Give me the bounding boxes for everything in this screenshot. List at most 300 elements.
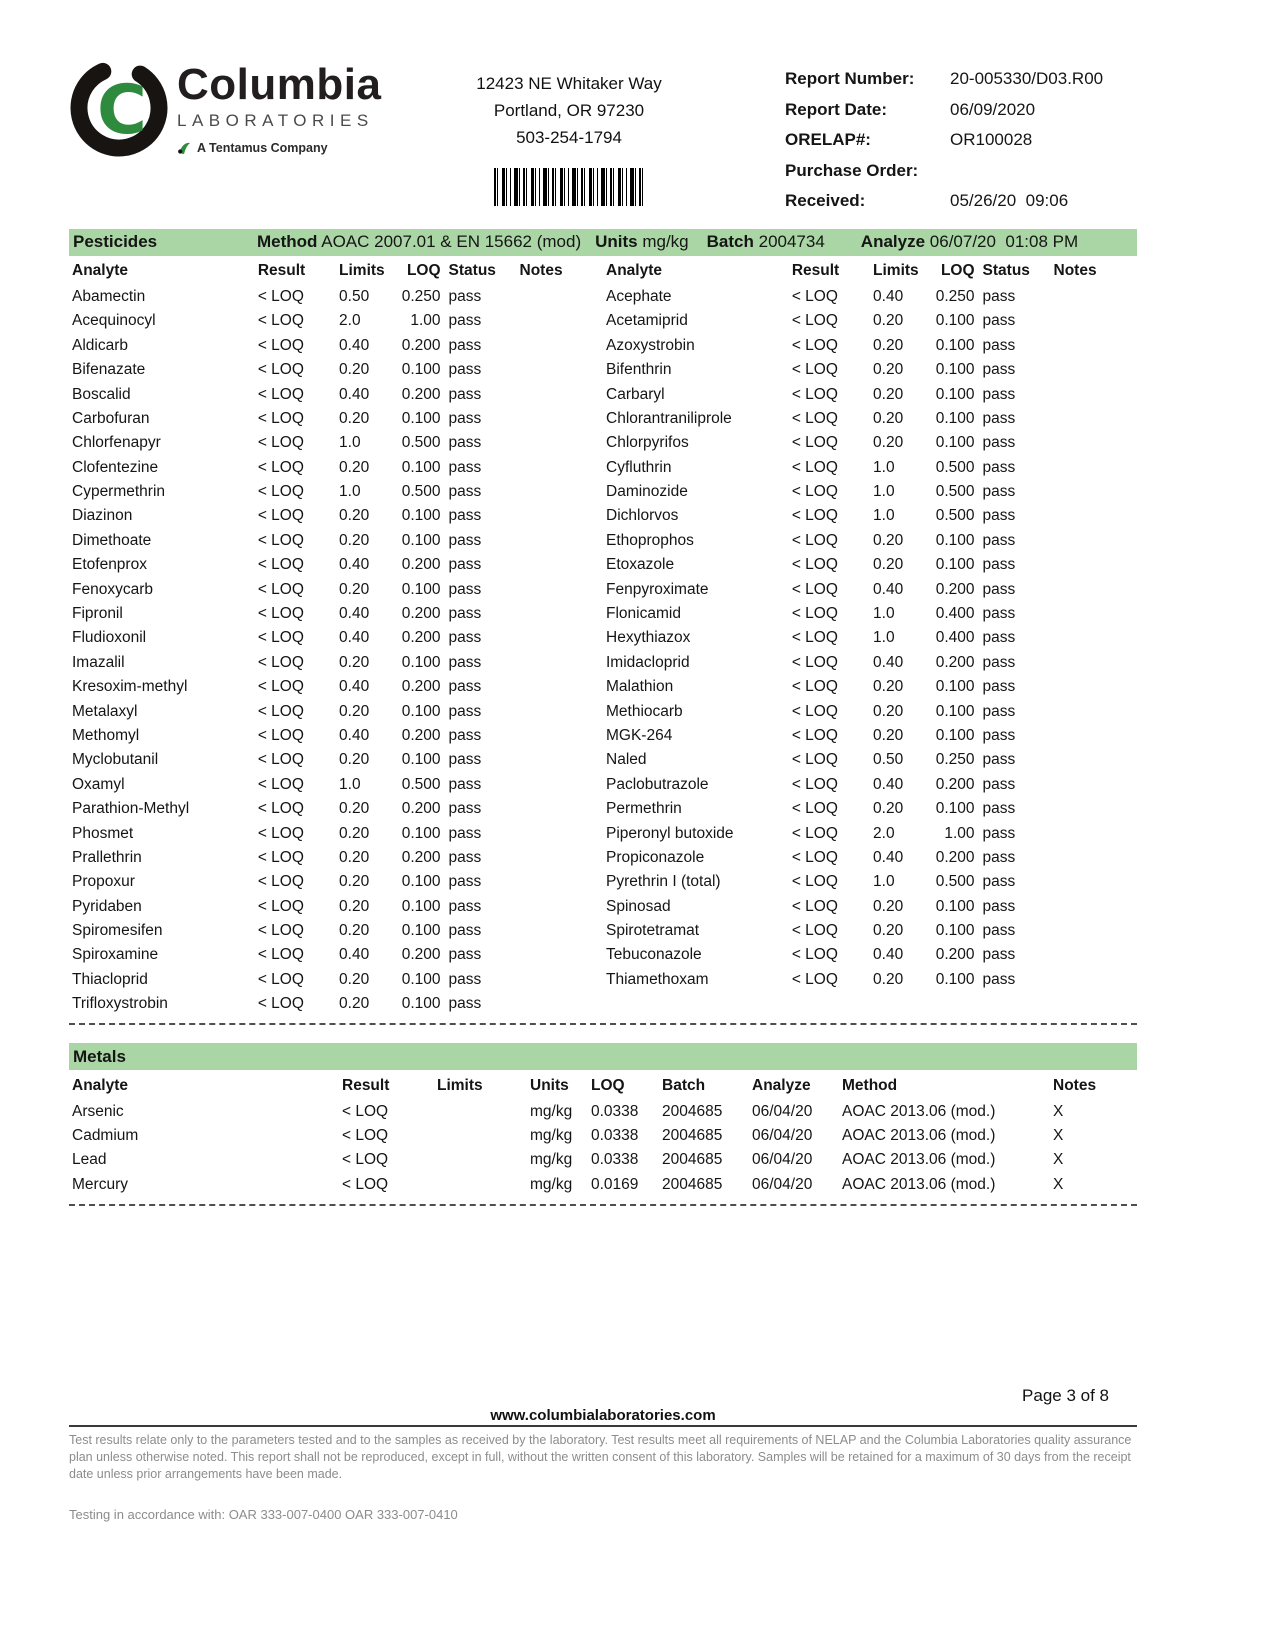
- analyze-label: Analyze: [860, 232, 926, 251]
- notes-cell: [1040, 577, 1138, 601]
- notes-cell: [1040, 285, 1138, 309]
- tentamus-leaf-icon: [177, 140, 192, 155]
- loq-cell: 0.100: [401, 873, 441, 891]
- result-cell: < LOQ: [791, 726, 838, 744]
- analyte-cell: Pyridaben: [72, 897, 142, 915]
- status-cell: pass: [982, 897, 1016, 915]
- notes-cell: [506, 626, 604, 650]
- analyte-cell: Arsenic: [72, 1102, 124, 1120]
- notes-cell: [1040, 699, 1138, 723]
- report-date-label: Report Date:: [785, 99, 888, 119]
- table-row: [69, 894, 603, 918]
- analyte-cell: Chlorfenapyr: [72, 434, 161, 452]
- batch-label: Batch: [706, 232, 754, 251]
- notes-cell: [1040, 870, 1138, 894]
- method-cell: AOAC 2013.06 (mod.): [842, 1102, 996, 1120]
- result-cell: < LOQ: [257, 605, 304, 623]
- notes-cell: [506, 406, 604, 430]
- analyte-cell: Fipronil: [72, 605, 123, 623]
- result-cell: < LOQ: [791, 946, 838, 964]
- notes-cell: [506, 431, 604, 455]
- result-cell: < LOQ: [257, 458, 304, 476]
- status-cell: pass: [982, 605, 1016, 623]
- loq-cell: 0.100: [401, 507, 441, 525]
- notes-cell: [506, 724, 604, 748]
- status-cell: pass: [448, 775, 482, 793]
- table-row: [69, 626, 603, 650]
- status-cell: pass: [982, 385, 1016, 403]
- loq-cell: 0.100: [935, 434, 975, 452]
- notes-cell: [1040, 894, 1138, 918]
- result-cell: < LOQ: [257, 385, 304, 403]
- result-cell: < LOQ: [342, 1102, 389, 1120]
- loq-cell: 0.200: [935, 946, 975, 964]
- loq-cell: 0.100: [935, 726, 975, 744]
- notes-cell: [506, 382, 604, 406]
- pesticides-right-rows: [603, 285, 1137, 992]
- table-row: [69, 406, 603, 430]
- result-cell: < LOQ: [342, 1151, 389, 1169]
- limits-cell: 0.20: [339, 531, 370, 549]
- status-cell: pass: [982, 726, 1016, 744]
- column-header: Analyte: [72, 1076, 128, 1094]
- table-row: [69, 919, 603, 943]
- limits-cell: 0.20: [873, 312, 904, 330]
- status-cell: pass: [448, 483, 482, 501]
- table-row: [69, 602, 603, 626]
- limits-cell: 0.20: [339, 653, 370, 671]
- status-cell: pass: [448, 312, 482, 330]
- analyte-cell: Carbaryl: [606, 385, 665, 403]
- result-cell: < LOQ: [257, 946, 304, 964]
- loq-cell: 0.100: [401, 580, 441, 598]
- column-header: Status: [982, 262, 1030, 280]
- result-cell: < LOQ: [257, 556, 304, 574]
- purchase-order-label: Purchase Order:: [785, 160, 919, 180]
- column-header: Limits: [339, 262, 385, 280]
- status-cell: pass: [448, 726, 482, 744]
- status-cell: pass: [448, 531, 482, 549]
- analyte-cell: Spirotetramat: [606, 922, 700, 940]
- section-separator: [69, 1204, 1137, 1206]
- analyte-cell: Imidacloprid: [606, 653, 690, 671]
- limits-cell: 0.20: [339, 970, 370, 988]
- notes-cell: [1040, 382, 1138, 406]
- result-cell: < LOQ: [791, 824, 838, 842]
- limits-cell: 0.40: [339, 336, 370, 354]
- loq-cell: 0.100: [401, 361, 441, 379]
- column-header: Analyze: [752, 1076, 811, 1094]
- notes-cell: [1040, 845, 1138, 869]
- pesticides-left-rows: [69, 285, 603, 1017]
- notes-cell: [506, 333, 604, 357]
- notes-cell: [506, 992, 604, 1016]
- limits-cell: 0.40: [873, 580, 904, 598]
- status-cell: pass: [982, 458, 1016, 476]
- status-cell: pass: [982, 580, 1016, 598]
- notes-cell: [506, 309, 604, 333]
- analyte-cell: Aldicarb: [72, 336, 128, 354]
- loq-cell: 0.500: [935, 458, 975, 476]
- result-cell: < LOQ: [257, 483, 304, 501]
- report-date-value: 06/09/2020: [950, 99, 1036, 119]
- table-row: [69, 285, 603, 309]
- result-cell: < LOQ: [791, 385, 838, 403]
- batch-value: 2004734: [758, 232, 825, 251]
- column-header: LOQ: [591, 1076, 625, 1094]
- column-header: Result: [791, 262, 840, 280]
- limits-cell: 0.20: [873, 800, 904, 818]
- result-cell: < LOQ: [791, 702, 838, 720]
- table-row: [69, 748, 603, 772]
- loq-cell: 0.200: [401, 848, 441, 866]
- result-cell: < LOQ: [257, 580, 304, 598]
- brand-name: Columbia: [177, 60, 382, 109]
- limits-cell: [437, 1099, 530, 1123]
- analyte-cell: Spinosad: [606, 897, 671, 915]
- units-value: mg/kg: [642, 232, 689, 251]
- limits-cell: 1.0: [339, 434, 361, 452]
- limits-cell: 0.20: [339, 409, 370, 427]
- limits-cell: 0.20: [873, 434, 904, 452]
- pesticides-section-header: [69, 229, 1137, 256]
- table-row: [69, 1148, 1137, 1172]
- result-cell: < LOQ: [342, 1175, 389, 1193]
- report-number-label: Report Number:: [785, 69, 915, 88]
- table-row: [603, 553, 1137, 577]
- loq-cell: 0.100: [401, 897, 441, 915]
- table-row: [603, 455, 1137, 479]
- notes-cell: [1040, 626, 1138, 650]
- column-header: Notes: [1053, 262, 1097, 280]
- loq-cell: 0.100: [935, 678, 975, 696]
- loq-cell: 0.200: [935, 653, 975, 671]
- limits-cell: 1.0: [873, 483, 895, 501]
- notes-cell: [506, 285, 604, 309]
- limits-cell: 0.40: [873, 848, 904, 866]
- analyte-cell: Tebuconazole: [606, 946, 702, 964]
- limits-cell: 0.20: [873, 385, 904, 403]
- status-cell: pass: [448, 702, 482, 720]
- result-cell: < LOQ: [257, 702, 304, 720]
- status-cell: pass: [448, 336, 482, 354]
- status-cell: pass: [982, 483, 1016, 501]
- table-row: [603, 772, 1137, 796]
- batch-cell: 2004685: [662, 1127, 723, 1145]
- result-cell: < LOQ: [791, 897, 838, 915]
- limits-cell: 0.20: [873, 678, 904, 696]
- status-cell: pass: [982, 946, 1016, 964]
- status-cell: pass: [982, 409, 1016, 427]
- loq-cell: 0.100: [401, 995, 441, 1013]
- units-cell: mg/kg: [530, 1102, 573, 1120]
- analyte-cell: Piperonyl butoxide: [606, 824, 734, 842]
- analyte-cell: Dichlorvos: [606, 507, 679, 525]
- table-row: [603, 309, 1137, 333]
- loq-cell: 0.100: [935, 702, 975, 720]
- loq-cell: 0.400: [935, 605, 975, 623]
- notes-cell: X: [1053, 1127, 1064, 1145]
- result-cell: < LOQ: [791, 970, 838, 988]
- notes-cell: [506, 894, 604, 918]
- column-header: Result: [342, 1076, 390, 1094]
- notes-cell: [1040, 821, 1138, 845]
- analyte-cell: Kresoxim-methyl: [72, 678, 188, 696]
- result-cell: < LOQ: [791, 775, 838, 793]
- limits-cell: 0.40: [339, 556, 370, 574]
- analyte-cell: Etoxazole: [606, 556, 675, 574]
- result-cell: < LOQ: [791, 629, 838, 647]
- notes-cell: [1040, 528, 1138, 552]
- table-row: [69, 699, 603, 723]
- status-cell: pass: [448, 922, 482, 940]
- table-row: [603, 528, 1137, 552]
- units-cell: mg/kg: [530, 1175, 573, 1193]
- status-cell: pass: [982, 629, 1016, 647]
- company-logo: [69, 56, 409, 158]
- lab-address: [409, 56, 729, 206]
- analyte-cell: Fenpyroximate: [606, 580, 709, 598]
- loq-cell: 0.100: [401, 824, 441, 842]
- orelap-label: ORELAP#:: [785, 130, 871, 149]
- notes-cell: [1040, 675, 1138, 699]
- loq-cell: 0.100: [401, 653, 441, 671]
- analyte-cell: Imazalil: [72, 653, 125, 671]
- analyte-cell: Etofenprox: [72, 556, 147, 574]
- table-row: [69, 650, 603, 674]
- notes-cell: [506, 455, 604, 479]
- units-cell: mg/kg: [530, 1127, 573, 1145]
- table-row: [69, 480, 603, 504]
- result-cell: < LOQ: [257, 995, 304, 1013]
- loq-cell: 0.500: [401, 434, 441, 452]
- loq-cell: 0.200: [935, 775, 975, 793]
- batch-group: [707, 232, 825, 252]
- analyte-cell: Mercury: [72, 1175, 128, 1193]
- notes-cell: [506, 675, 604, 699]
- loq-cell: 0.100: [935, 361, 975, 379]
- table-row: [69, 992, 603, 1016]
- metals-header-row: [69, 1072, 1137, 1099]
- notes-cell: [1040, 724, 1138, 748]
- result-cell: < LOQ: [791, 873, 838, 891]
- analyze-cell: 06/04/20: [752, 1151, 813, 1169]
- analyte-cell: Clofentezine: [72, 458, 159, 476]
- table-row: [69, 358, 603, 382]
- disclaimer-text: Test results relate only to the parameters tested and to the samples as received by the laboratory. Test results meet all requirements of NELAP and the Columbia Laboratories quality assurance plan unless otherwise noted. This report shall not be reproduced, except in full, without the written consent of this laboratory. Samples will be retained for a maximum of 30 days from the receipt date unless prior arrangements have been made.: [69, 1433, 1132, 1481]
- limits-cell: 1.0: [873, 605, 895, 623]
- loq-cell: 0.100: [401, 531, 441, 549]
- status-cell: pass: [982, 873, 1016, 891]
- pesticides-header-row: [603, 258, 1137, 285]
- loq-cell: 0.500: [401, 483, 441, 501]
- analyte-cell: Pyrethrin I (total): [606, 873, 721, 891]
- table-row: [603, 797, 1137, 821]
- orelap-value: OR100028: [950, 130, 1033, 149]
- table-row: [603, 333, 1137, 357]
- analyte-cell: Acetamiprid: [606, 312, 688, 330]
- limits-cell: 1.0: [339, 775, 361, 793]
- analyte-cell: Phosmet: [72, 824, 134, 842]
- report-info-row: [785, 95, 1103, 126]
- column-header: Notes: [519, 262, 563, 280]
- analyte-cell: Metalaxyl: [72, 702, 138, 720]
- limits-cell: 0.40: [873, 653, 904, 671]
- svg-text:C: C: [97, 71, 147, 150]
- table-row: [603, 577, 1137, 601]
- table-row: [603, 894, 1137, 918]
- loq-cell: 0.200: [401, 946, 441, 964]
- result-cell: < LOQ: [257, 336, 304, 354]
- loq-cell: 0.500: [935, 507, 975, 525]
- analyte-cell: Dimethoate: [72, 531, 152, 549]
- pesticides-title: Pesticides: [73, 232, 158, 251]
- columbia-logo-icon: [69, 58, 169, 158]
- result-cell: < LOQ: [791, 287, 838, 305]
- status-cell: pass: [448, 385, 482, 403]
- status-cell: pass: [448, 287, 482, 305]
- table-row: [69, 845, 603, 869]
- result-cell: < LOQ: [257, 824, 304, 842]
- analyte-cell: Propiconazole: [606, 848, 705, 866]
- analyte-cell: Propoxur: [72, 873, 135, 891]
- limits-cell: 0.20: [339, 702, 370, 720]
- status-cell: pass: [448, 751, 482, 769]
- table-row: [69, 1124, 1137, 1148]
- analyze-cell: 06/04/20: [752, 1175, 813, 1193]
- table-row: [69, 382, 603, 406]
- analyte-cell: Naled: [606, 751, 647, 769]
- loq-cell: 0.100: [935, 897, 975, 915]
- notes-cell: [1040, 431, 1138, 455]
- result-cell: < LOQ: [257, 922, 304, 940]
- table-row: [69, 431, 603, 455]
- column-header: Status: [448, 262, 496, 280]
- metals-section-header: [69, 1043, 1137, 1070]
- result-cell: < LOQ: [257, 287, 304, 305]
- status-cell: pass: [448, 995, 482, 1013]
- limits-cell: 0.20: [339, 580, 370, 598]
- units-label: Units: [595, 232, 638, 251]
- status-cell: pass: [982, 824, 1016, 842]
- status-cell: pass: [982, 361, 1016, 379]
- testing-accordance-text: Testing in accordance with: OAR 333-007-0400 OAR 333-007-0410: [69, 1507, 458, 1522]
- limits-cell: 0.50: [339, 287, 370, 305]
- table-row: [69, 870, 603, 894]
- analyte-cell: Myclobutanil: [72, 751, 159, 769]
- status-cell: pass: [982, 653, 1016, 671]
- report-number-value: 20-005330/D03.R00: [950, 69, 1104, 88]
- result-cell: < LOQ: [257, 751, 304, 769]
- table-row: [603, 845, 1137, 869]
- status-cell: pass: [448, 409, 482, 427]
- column-header: Result: [257, 262, 306, 280]
- status-cell: pass: [448, 507, 482, 525]
- status-cell: pass: [448, 678, 482, 696]
- result-cell: < LOQ: [257, 726, 304, 744]
- limits-cell: 0.20: [339, 824, 370, 842]
- limits-cell: 0.20: [339, 507, 370, 525]
- notes-cell: [1040, 748, 1138, 772]
- analyte-cell: Acequinocyl: [72, 312, 156, 330]
- limits-cell: 0.40: [873, 946, 904, 964]
- limits-cell: 1.0: [873, 507, 895, 525]
- analyte-cell: Methiocarb: [606, 702, 683, 720]
- limits-cell: 0.40: [873, 775, 904, 793]
- notes-cell: [506, 943, 604, 967]
- analyte-cell: Azoxystrobin: [606, 336, 695, 354]
- result-cell: < LOQ: [257, 312, 304, 330]
- status-cell: pass: [982, 678, 1016, 696]
- limits-cell: 0.20: [339, 995, 370, 1013]
- method-cell: AOAC 2013.06 (mod.): [842, 1175, 996, 1193]
- loq-cell: 0.100: [935, 531, 975, 549]
- batch-cell: 2004685: [662, 1102, 723, 1120]
- table-row: [69, 821, 603, 845]
- limits-cell: 0.40: [339, 678, 370, 696]
- result-cell: < LOQ: [342, 1127, 389, 1145]
- tagline-text: A Tentamus Company: [197, 140, 328, 155]
- result-cell: < LOQ: [791, 922, 838, 940]
- analyte-cell: Daminozide: [606, 483, 688, 501]
- limits-cell: 2.0: [339, 312, 361, 330]
- notes-cell: [1040, 406, 1138, 430]
- analyte-cell: Parathion-Methyl: [72, 800, 190, 818]
- table-row: [69, 772, 603, 796]
- analyte-cell: Malathion: [606, 678, 674, 696]
- result-cell: < LOQ: [791, 580, 838, 598]
- received-value: 05/26/20 09:06: [950, 191, 1069, 210]
- batch-cell: 2004685: [662, 1175, 723, 1193]
- table-row: [603, 285, 1137, 309]
- table-row: [69, 724, 603, 748]
- result-cell: < LOQ: [791, 605, 838, 623]
- column-header: Analyte: [606, 262, 662, 280]
- result-cell: < LOQ: [791, 458, 838, 476]
- analyte-cell: Prallethrin: [72, 848, 142, 866]
- result-cell: < LOQ: [257, 848, 304, 866]
- limits-cell: 0.20: [873, 922, 904, 940]
- loq-cell: 0.100: [935, 922, 975, 940]
- website-url: www.columbialaboratories.com: [490, 1407, 716, 1424]
- notes-cell: X: [1053, 1151, 1064, 1169]
- limits-cell: [437, 1148, 530, 1172]
- result-cell: < LOQ: [791, 848, 838, 866]
- analyte-cell: Chlorantraniliprole: [606, 409, 732, 427]
- status-cell: pass: [982, 531, 1016, 549]
- notes-cell: [1040, 309, 1138, 333]
- pesticides-table: [69, 258, 1137, 1017]
- analyte-cell: Ethoprophos: [606, 531, 694, 549]
- analyte-cell: Hexythiazox: [606, 629, 691, 647]
- notes-cell: [1040, 772, 1138, 796]
- table-row: [69, 675, 603, 699]
- notes-cell: [1040, 919, 1138, 943]
- metals-title: Metals: [73, 1046, 126, 1066]
- limits-cell: 1.0: [339, 483, 361, 501]
- limits-cell: 0.40: [339, 385, 370, 403]
- status-cell: pass: [982, 507, 1016, 525]
- result-cell: < LOQ: [791, 434, 838, 452]
- loq-cell: 0.200: [401, 678, 441, 696]
- limits-cell: 0.20: [339, 922, 370, 940]
- notes-cell: [1040, 967, 1138, 991]
- notes-cell: [506, 699, 604, 723]
- column-header: Method: [842, 1076, 898, 1094]
- result-cell: < LOQ: [257, 629, 304, 647]
- column-header: LOQ: [940, 262, 975, 280]
- loq-cell: 0.200: [401, 385, 441, 403]
